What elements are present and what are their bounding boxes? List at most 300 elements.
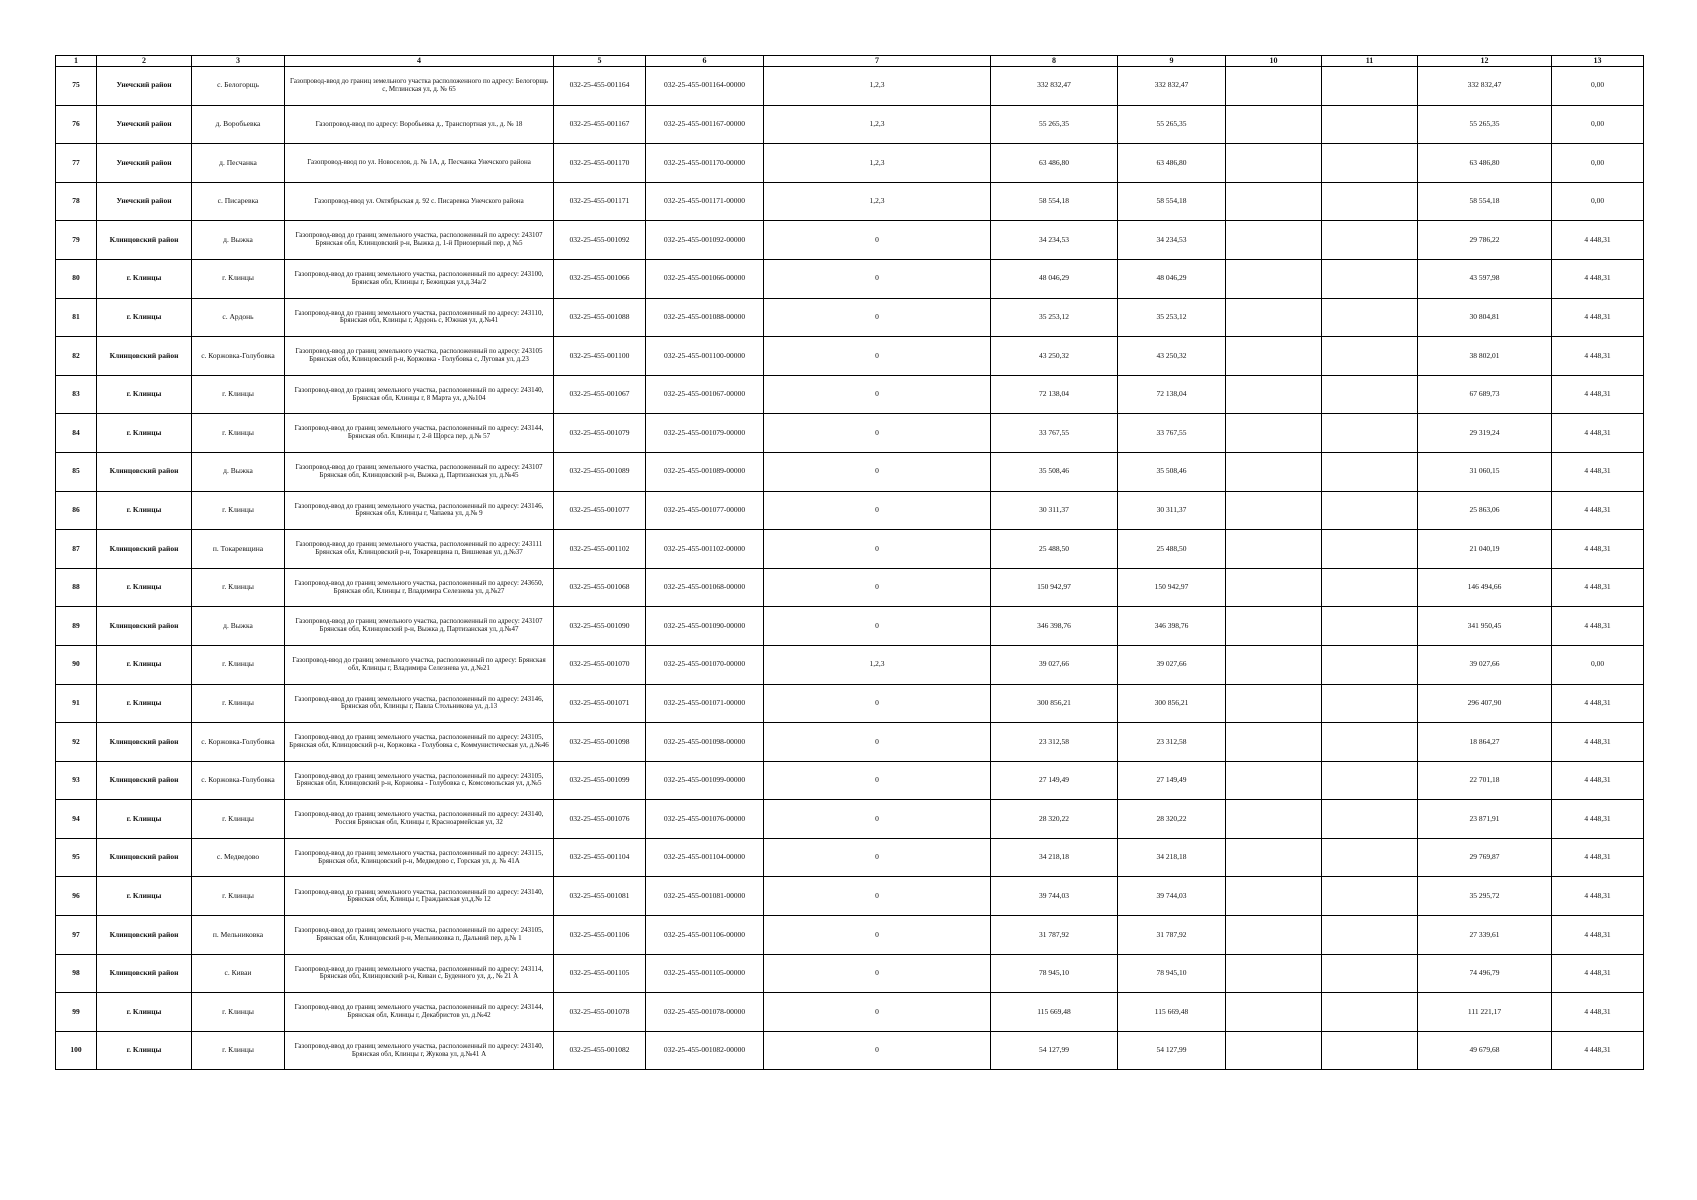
cadastral-number-cell: 032-25-455-001067 [554,375,646,414]
locality-cell: с. Медведово [192,838,285,877]
district-cell: Клинцовский район [97,607,192,646]
column-12-cell: 49 679,68 [1418,1031,1552,1070]
row-number-cell: 88 [56,568,97,607]
column-8-cell: 63 486,80 [991,144,1118,183]
column-13-cell: 0,00 [1552,645,1644,684]
column-10-cell [1226,993,1322,1032]
column-8-cell: 34 234,53 [991,221,1118,260]
column-10-cell [1226,607,1322,646]
column-11-cell [1322,877,1418,916]
column-9-cell: 31 787,92 [1118,916,1226,955]
locality-cell: с. Коржовка-Голубовка [192,761,285,800]
inventory-number-cell: 032-25-455-001068-00000 [646,568,764,607]
district-cell: Клинцовский район [97,723,192,762]
column-7-cell: 0 [764,800,991,839]
cadastral-number-cell: 032-25-455-001090 [554,607,646,646]
cadastral-number-cell: 032-25-455-001092 [554,221,646,260]
address-cell: Газопровод-ввод ул. Октябрьская д. 92 с. Писаревка Унечского района [285,182,554,221]
column-8-cell: 43 250,32 [991,337,1118,376]
district-cell: Унечский район [97,67,192,106]
column-9-cell: 54 127,99 [1118,1031,1226,1070]
column-12-cell: 21 040,19 [1418,530,1552,569]
row-number-cell: 100 [56,1031,97,1070]
cadastral-number-cell: 032-25-455-001171 [554,182,646,221]
column-12-cell: 18 864,27 [1418,723,1552,762]
column-9-cell: 72 138,04 [1118,375,1226,414]
row-number-cell: 80 [56,259,97,298]
district-cell: г. Клинцы [97,993,192,1032]
cadastral-number-cell: 032-25-455-001102 [554,530,646,569]
table-row [56,221,1644,260]
inventory-number-cell: 032-25-455-001102-00000 [646,530,764,569]
district-cell: Унечский район [97,144,192,183]
column-12-cell: 67 689,73 [1418,375,1552,414]
column-12-cell: 30 804,81 [1418,298,1552,337]
column-11-cell [1322,105,1418,144]
column-10-cell [1226,954,1322,993]
table-row [56,684,1644,723]
column-12-cell: 146 494,66 [1418,568,1552,607]
address-cell: Газопровод-ввод до границ земельного участка, расположенный по адресу: 243146, Брянская обл, Клинцы г, Чапаева ул, д.№ 9 [285,491,554,530]
column-12-cell: 29 769,87 [1418,838,1552,877]
column-12-cell: 111 221,17 [1418,993,1552,1032]
column-11-cell [1322,761,1418,800]
column-11-cell [1322,954,1418,993]
column-12-cell: 38 802,01 [1418,337,1552,376]
column-12-cell: 29 786,22 [1418,221,1552,260]
column-11-cell [1322,1031,1418,1070]
column-13-cell: 4 448,31 [1552,723,1644,762]
locality-cell: д. Воробьевка [192,105,285,144]
column-8-cell: 150 942,97 [991,568,1118,607]
table-row [56,375,1644,414]
column-10-cell [1226,221,1322,260]
column-8-cell: 30 311,37 [991,491,1118,530]
cadastral-number-cell: 032-25-455-001082 [554,1031,646,1070]
locality-cell: с. Ардонь [192,298,285,337]
locality-cell: п. Токаревщина [192,530,285,569]
address-cell: Газопровод-ввод по ул. Новоселов, д. № 1А, д. Песчанка Унечского района [285,144,554,183]
locality-cell: г. Клинцы [192,1031,285,1070]
column-header-8: 8 [991,56,1118,67]
column-13-cell: 4 448,31 [1552,877,1644,916]
row-number-cell: 91 [56,684,97,723]
column-7-cell: 1,2,3 [764,105,991,144]
table-row [56,568,1644,607]
column-13-cell: 4 448,31 [1552,414,1644,453]
table-row [56,530,1644,569]
column-7-cell: 0 [764,452,991,491]
row-number-cell: 81 [56,298,97,337]
cadastral-number-cell: 032-25-455-001105 [554,954,646,993]
column-13-cell: 4 448,31 [1552,530,1644,569]
column-8-cell: 346 398,76 [991,607,1118,646]
address-cell: Газопровод-ввод до границ земельного участка, расположенный по адресу: 243107 Брянская обл, Клинцовский р-н, Выжка д, Партизанская ул, д.№45 [285,452,554,491]
district-cell: Клинцовский район [97,916,192,955]
table-row [56,182,1644,221]
address-cell: Газопровод-ввод до границ земельного участка, расположенный по адресу: 243140, Брянская обл, Клинцы г, 8 Марта ул, д.№104 [285,375,554,414]
inventory-number-cell: 032-25-455-001066-00000 [646,259,764,298]
table-row [56,337,1644,376]
column-11-cell [1322,684,1418,723]
address-cell: Газопровод-ввод до границ земельного участка расположенного по адресу: Белогорщь с, Мглинская ул, д. № 65 [285,67,554,106]
column-9-cell: 28 320,22 [1118,800,1226,839]
table-row [56,761,1644,800]
column-header-9: 9 [1118,56,1226,67]
column-13-cell: 4 448,31 [1552,684,1644,723]
locality-cell: г. Клинцы [192,800,285,839]
column-header-13: 13 [1552,56,1644,67]
column-13-cell: 4 448,31 [1552,337,1644,376]
address-cell: Газопровод-ввод до границ земельного участка, расположенный по адресу: 243140, Россия Брянская обл, Клинцы г, Красноармейская ул, 32 [285,800,554,839]
district-cell: Клинцовский район [97,530,192,569]
column-7-cell: 0 [764,568,991,607]
column-13-cell: 4 448,31 [1552,993,1644,1032]
column-7-cell: 0 [764,530,991,569]
column-12-cell: 27 339,61 [1418,916,1552,955]
inventory-number-cell: 032-25-455-001106-00000 [646,916,764,955]
column-7-cell: 0 [764,838,991,877]
column-8-cell: 34 218,18 [991,838,1118,877]
address-cell: Газопровод-ввод до границ земельного участка, расположенный по адресу: 243107 Брянская обл, Клинцовский р-н, Выжка д, Партизанская ул, д.№47 [285,607,554,646]
inventory-number-cell: 032-25-455-001098-00000 [646,723,764,762]
cadastral-number-cell: 032-25-455-001089 [554,452,646,491]
column-11-cell [1322,221,1418,260]
cadastral-number-cell: 032-25-455-001170 [554,144,646,183]
column-9-cell: 27 149,49 [1118,761,1226,800]
inventory-number-cell: 032-25-455-001077-00000 [646,491,764,530]
district-cell: г. Клинцы [97,491,192,530]
column-8-cell: 31 787,92 [991,916,1118,955]
column-12-cell: 31 060,15 [1418,452,1552,491]
row-number-cell: 85 [56,452,97,491]
locality-cell: д. Выжка [192,607,285,646]
inventory-number-cell: 032-25-455-001099-00000 [646,761,764,800]
table-row [56,877,1644,916]
column-13-cell: 4 448,31 [1552,259,1644,298]
column-10-cell [1226,800,1322,839]
column-9-cell: 332 832,47 [1118,67,1226,106]
column-9-cell: 35 253,12 [1118,298,1226,337]
column-9-cell: 39 744,03 [1118,877,1226,916]
column-12-cell: 25 863,06 [1418,491,1552,530]
table-row [56,414,1644,453]
cadastral-number-cell: 032-25-455-001081 [554,877,646,916]
column-13-cell: 4 448,31 [1552,954,1644,993]
row-number-cell: 82 [56,337,97,376]
column-13-cell: 0,00 [1552,182,1644,221]
address-cell: Газопровод-ввод до границ земельного участка, расположенный по адресу: 243110, Брянская обл, Клинцы г, Ардонь с, Южная ул, д.№41 [285,298,554,337]
column-12-cell: 43 597,98 [1418,259,1552,298]
locality-cell: д. Выжка [192,221,285,260]
column-9-cell: 58 554,18 [1118,182,1226,221]
table-row [56,645,1644,684]
column-10-cell [1226,645,1322,684]
cadastral-number-cell: 032-25-455-001100 [554,337,646,376]
table-row [56,452,1644,491]
column-10-cell [1226,916,1322,955]
column-7-cell: 0 [764,414,991,453]
address-cell: Газопровод-ввод до границ земельного участка, расположенный по адресу: 243146, Брянская обл, Клинцы г, Павла Стольникова ул, д.13 [285,684,554,723]
column-header-10: 10 [1226,56,1322,67]
column-9-cell: 39 027,66 [1118,645,1226,684]
column-12-cell: 296 407,90 [1418,684,1552,723]
column-header-2: 2 [97,56,192,67]
column-11-cell [1322,298,1418,337]
column-7-cell: 0 [764,877,991,916]
column-10-cell [1226,568,1322,607]
row-number-cell: 95 [56,838,97,877]
cadastral-number-cell: 032-25-455-001068 [554,568,646,607]
column-11-cell [1322,916,1418,955]
column-13-cell: 4 448,31 [1552,375,1644,414]
column-11-cell [1322,838,1418,877]
cadastral-number-cell: 032-25-455-001088 [554,298,646,337]
column-11-cell [1322,491,1418,530]
column-13-cell: 4 448,31 [1552,1031,1644,1070]
district-cell: г. Клинцы [97,877,192,916]
column-13-cell: 4 448,31 [1552,568,1644,607]
column-9-cell: 300 856,21 [1118,684,1226,723]
column-8-cell: 35 253,12 [991,298,1118,337]
column-8-cell: 58 554,18 [991,182,1118,221]
address-cell: Газопровод-ввод до границ земельного участка, расположенный по адресу: 243105, Брянская обл, Клинцовский р-н, Мельниковка п, Дальний пер, д.№ 1 [285,916,554,955]
table-row [56,1031,1644,1070]
column-9-cell: 25 488,50 [1118,530,1226,569]
locality-cell: г. Клинцы [192,414,285,453]
column-7-cell: 0 [764,954,991,993]
locality-cell: с. Белогорщь [192,67,285,106]
table-row [56,800,1644,839]
column-7-cell: 0 [764,337,991,376]
inventory-number-cell: 032-25-455-001104-00000 [646,838,764,877]
table-row [56,607,1644,646]
inventory-number-cell: 032-25-455-001170-00000 [646,144,764,183]
column-10-cell [1226,723,1322,762]
column-8-cell: 78 945,10 [991,954,1118,993]
locality-cell: с. Коржовка-Голубовка [192,723,285,762]
row-number-cell: 79 [56,221,97,260]
row-number-cell: 90 [56,645,97,684]
column-11-cell [1322,723,1418,762]
table-row [56,916,1644,955]
column-7-cell: 0 [764,916,991,955]
address-cell: Газопровод-ввод до границ земельного участка, расположенный по адресу: 243105 Брянская обл, Клинцовский р-н, Коржовка - Голубовка с, Луговая ул, д.23 [285,337,554,376]
locality-cell: г. Клинцы [192,877,285,916]
row-number-cell: 87 [56,530,97,569]
row-number-cell: 78 [56,182,97,221]
district-cell: Клинцовский район [97,452,192,491]
cadastral-number-cell: 032-25-455-001164 [554,67,646,106]
column-11-cell [1322,568,1418,607]
locality-cell: г. Клинцы [192,684,285,723]
column-8-cell: 25 488,50 [991,530,1118,569]
district-cell: г. Клинцы [97,298,192,337]
column-7-cell: 0 [764,491,991,530]
column-10-cell [1226,298,1322,337]
column-10-cell [1226,67,1322,106]
header-row [56,56,1644,67]
column-10-cell [1226,375,1322,414]
column-7-cell: 1,2,3 [764,182,991,221]
column-header-12: 12 [1418,56,1552,67]
address-cell: Газопровод-ввод до границ земельного участка, расположенный по адресу: 243111 Брянская обл, Клинцовский р-н, Токаревщина п, Вишневая ул, д.№37 [285,530,554,569]
column-12-cell: 58 554,18 [1418,182,1552,221]
column-8-cell: 28 320,22 [991,800,1118,839]
column-7-cell: 1,2,3 [764,67,991,106]
column-8-cell: 39 027,66 [991,645,1118,684]
cadastral-number-cell: 032-25-455-001066 [554,259,646,298]
row-number-cell: 99 [56,993,97,1032]
column-9-cell: 23 312,58 [1118,723,1226,762]
column-13-cell: 4 448,31 [1552,838,1644,877]
locality-cell: с. Киваи [192,954,285,993]
column-header-7: 7 [764,56,991,67]
column-11-cell [1322,607,1418,646]
column-11-cell [1322,67,1418,106]
column-11-cell [1322,645,1418,684]
column-8-cell: 115 669,48 [991,993,1118,1032]
column-8-cell: 35 508,46 [991,452,1118,491]
address-cell: Газопровод-ввод по адресу: Воробьевка д., Транспортная ул., д. № 18 [285,105,554,144]
column-9-cell: 346 398,76 [1118,607,1226,646]
column-9-cell: 115 669,48 [1118,993,1226,1032]
locality-cell: г. Клинцы [192,568,285,607]
column-11-cell [1322,259,1418,298]
inventory-number-cell: 032-25-455-001076-00000 [646,800,764,839]
table-row [56,67,1644,106]
column-13-cell: 4 448,31 [1552,761,1644,800]
inventory-number-cell: 032-25-455-001067-00000 [646,375,764,414]
inventory-number-cell: 032-25-455-001100-00000 [646,337,764,376]
column-11-cell [1322,530,1418,569]
column-7-cell: 0 [764,607,991,646]
column-10-cell [1226,182,1322,221]
inventory-number-cell: 032-25-455-001164-00000 [646,67,764,106]
table-header [56,56,1644,67]
column-9-cell: 43 250,32 [1118,337,1226,376]
column-header-1: 1 [56,56,97,67]
address-cell: Газопровод-ввод до границ земельного участка, расположенный по адресу: 243144, Брянская обл, Клинцы г, Декабристов ул, д.№42 [285,993,554,1032]
cadastral-number-cell: 032-25-455-001079 [554,414,646,453]
column-12-cell: 29 319,24 [1418,414,1552,453]
column-9-cell: 30 311,37 [1118,491,1226,530]
address-cell: Газопровод-ввод до границ земельного участка, расположенный по адресу: 243105, Брянская обл, Клинцовский р-н, Коржовка - Голубовка с, Коммунистическая ул, д.№46 [285,723,554,762]
column-header-5: 5 [554,56,646,67]
row-number-cell: 77 [56,144,97,183]
column-10-cell [1226,838,1322,877]
row-number-cell: 96 [56,877,97,916]
table-body [56,67,1644,1070]
locality-cell: г. Клинцы [192,259,285,298]
row-number-cell: 84 [56,414,97,453]
column-8-cell: 39 744,03 [991,877,1118,916]
district-cell: Клинцовский район [97,954,192,993]
cadastral-number-cell: 032-25-455-001071 [554,684,646,723]
column-13-cell: 4 448,31 [1552,607,1644,646]
column-7-cell: 1,2,3 [764,144,991,183]
column-7-cell: 0 [764,684,991,723]
column-13-cell: 4 448,31 [1552,491,1644,530]
inventory-number-cell: 032-25-455-001082-00000 [646,1031,764,1070]
column-header-4: 4 [285,56,554,67]
column-8-cell: 33 767,55 [991,414,1118,453]
locality-cell: г. Клинцы [192,375,285,414]
district-cell: Унечский район [97,182,192,221]
column-13-cell: 4 448,31 [1552,800,1644,839]
district-cell: Клинцовский район [97,337,192,376]
district-cell: г. Клинцы [97,1031,192,1070]
table-row [56,259,1644,298]
inventory-number-cell: 032-25-455-001079-00000 [646,414,764,453]
row-number-cell: 83 [56,375,97,414]
row-number-cell: 98 [56,954,97,993]
locality-cell: г. Клинцы [192,645,285,684]
column-7-cell: 0 [764,761,991,800]
row-number-cell: 94 [56,800,97,839]
address-cell: Газопровод-ввод до границ земельного участка, расположенный по адресу: 243144, Брянская обл. Клинцы г, 2-й Щорса пер, д.№ 57 [285,414,554,453]
column-10-cell [1226,491,1322,530]
column-10-cell [1226,259,1322,298]
cadastral-number-cell: 032-25-455-001070 [554,645,646,684]
column-11-cell [1322,452,1418,491]
column-8-cell: 48 046,29 [991,259,1118,298]
address-cell: Газопровод-ввод до границ земельного участка, расположенный по адресу: 243140, Брянская обл, Клинцы г, Жукова ул, д.№41 А [285,1031,554,1070]
column-11-cell [1322,144,1418,183]
column-10-cell [1226,684,1322,723]
column-7-cell: 0 [764,298,991,337]
column-13-cell: 4 448,31 [1552,221,1644,260]
column-header-3: 3 [192,56,285,67]
column-7-cell: 0 [764,375,991,414]
table-row [56,723,1644,762]
row-number-cell: 92 [56,723,97,762]
column-8-cell: 55 265,35 [991,105,1118,144]
district-cell: г. Клинцы [97,684,192,723]
inventory-number-cell: 032-25-455-001105-00000 [646,954,764,993]
column-10-cell [1226,414,1322,453]
inventory-number-cell: 032-25-455-001092-00000 [646,221,764,260]
cadastral-number-cell: 032-25-455-001099 [554,761,646,800]
table-row [56,144,1644,183]
table-row [56,954,1644,993]
cadastral-number-cell: 032-25-455-001076 [554,800,646,839]
row-number-cell: 89 [56,607,97,646]
row-number-cell: 75 [56,67,97,106]
address-cell: Газопровод-ввод до границ земельного участка, расположенный по адресу: 243650, Брянская обл, Клинцы г, Владимира Селезнева ул, д.№27 [285,568,554,607]
column-9-cell: 55 265,35 [1118,105,1226,144]
locality-cell: д. Выжка [192,452,285,491]
column-13-cell: 0,00 [1552,144,1644,183]
column-8-cell: 27 149,49 [991,761,1118,800]
column-11-cell [1322,414,1418,453]
column-12-cell: 22 701,18 [1418,761,1552,800]
column-12-cell: 23 871,91 [1418,800,1552,839]
row-number-cell: 76 [56,105,97,144]
district-cell: Клинцовский район [97,838,192,877]
locality-cell: д. Песчанка [192,144,285,183]
address-cell: Газопровод-ввод до границ земельного участка, расположенный по адресу: Брянская обл, Клинцы г, Владимира Селезнева ул, д.№21 [285,645,554,684]
table-row [56,298,1644,337]
district-cell: г. Клинцы [97,414,192,453]
inventory-number-cell: 032-25-455-001088-00000 [646,298,764,337]
column-9-cell: 48 046,29 [1118,259,1226,298]
column-13-cell: 0,00 [1552,105,1644,144]
column-13-cell: 4 448,31 [1552,916,1644,955]
column-9-cell: 63 486,80 [1118,144,1226,183]
column-11-cell [1322,375,1418,414]
address-cell: Газопровод-ввод до границ земельного участка, расположенный по адресу: 243115, Брянская обл, Клинцовский р-н, Медведово с, Горская ул, д. № 41А [285,838,554,877]
